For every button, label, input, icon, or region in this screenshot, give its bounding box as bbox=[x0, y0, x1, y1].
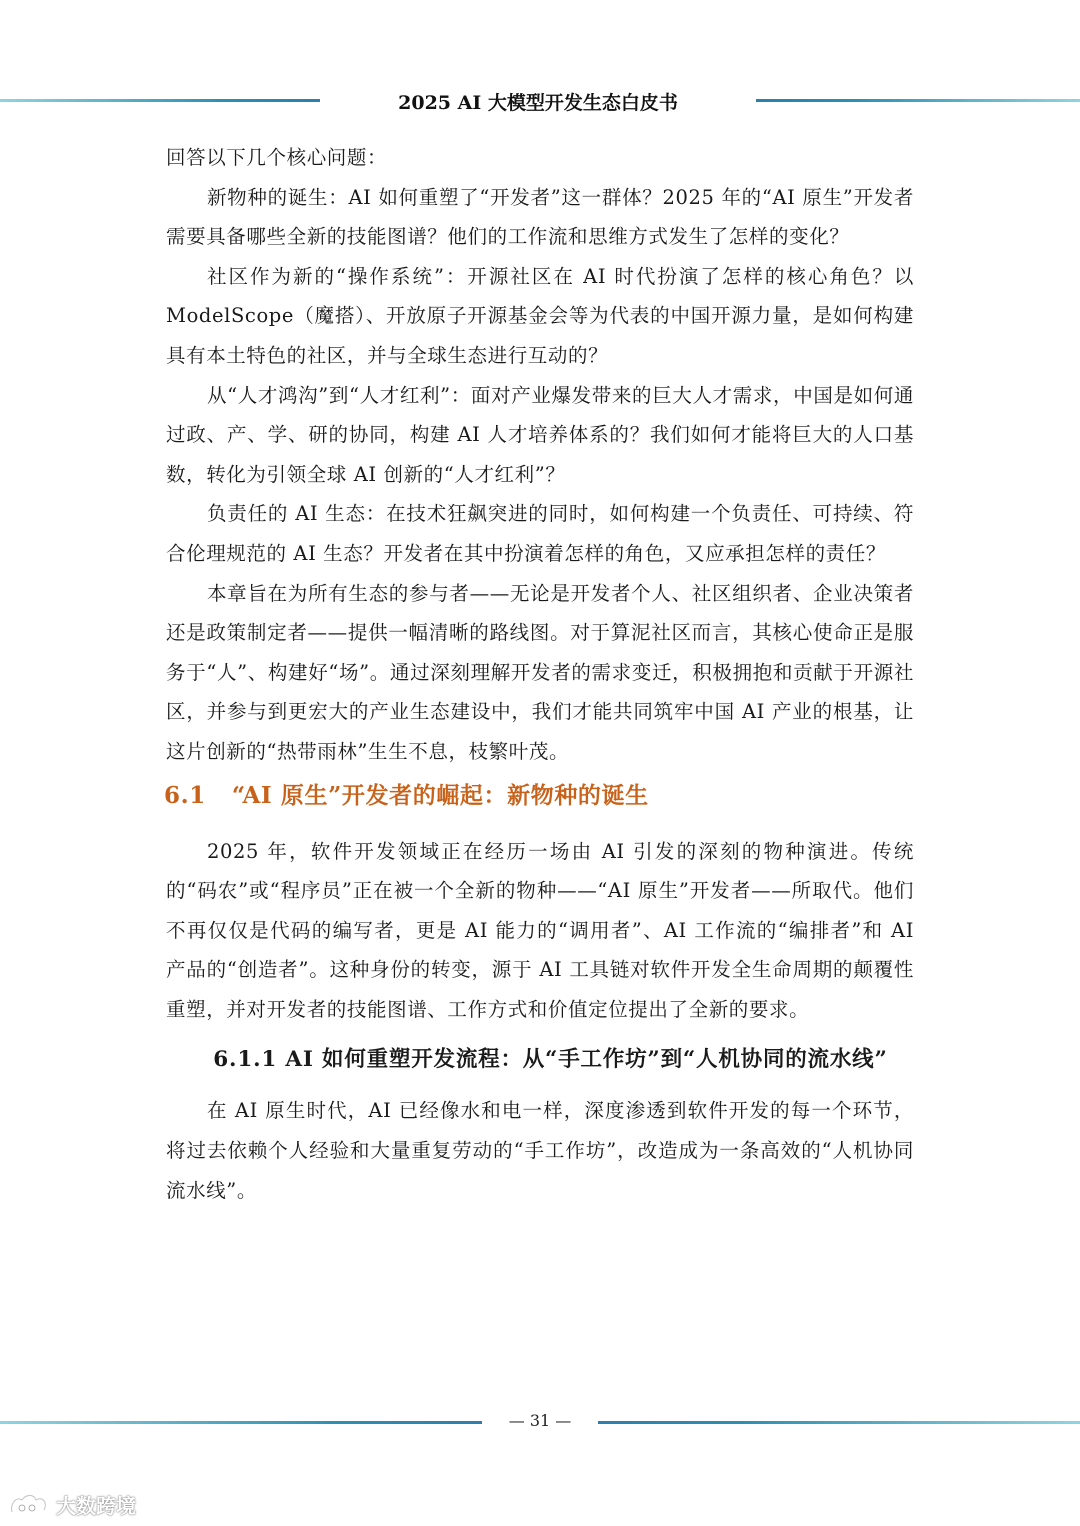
body-paragraph: 从“人才鸿沟”到“人才红利”：面对产业爆发带来的巨大人才需求，中国是如何通过政、产、学、研的协同，构建 AI 人才培养体系的？我们如何才能将巨大的人口基数，转化为引领全球 AI 创新的“人才红利”？ bbox=[166, 383, 914, 486]
body-paragraph: 负责任的 AI 生态：在技术狂飙突进的同时，如何构建一个负责任、可持续、符合伦理规范的 AI 生态？开发者在其中扮演着怎样的角色，又应承担怎样的责任？ bbox=[166, 502, 914, 565]
body-paragraph: 新物种的诞生：AI 如何重塑了“开发者”这一群体？2025 年的“AI 原生”开发者需要具备哪些全新的技能图谱？他们的工作流和思维方式发生了怎样的变化？ bbox=[166, 185, 914, 249]
watermark-logo-icon bbox=[8, 1492, 50, 1518]
body-paragraph: 回答以下几个核心问题： bbox=[166, 146, 388, 169]
section-number: 6.1 bbox=[164, 781, 206, 809]
body-paragraph: 2025 年，软件开发领域正在经历一场由 AI 引发的深刻的物种演进。传统的“码农”或“程序员”正在被一个全新的物种——“AI 原生”开发者——所取代。他们不再仅仅是代码的编写者，更是 AI 能力的“调用者”、AI 工作流的“编排者”和 AI 产品的“创造者”。这种身份的转变，源于 AI 工具链对软件开发全生命周期的颠覆性重塑，并对开发者的技能图谱、工作方式和价值定位提出了全新的要求。 bbox=[166, 839, 914, 1021]
body-paragraph: 在 AI 原生时代，AI 已经像水和电一样，深度渗透到软件开发的每一个环节，将过去依赖个人经验和大量重复劳动的“手工作坊”，改造成为一条高效的“人机协同流水线”。 bbox=[166, 1099, 914, 1202]
body-paragraph: 社区作为新的“操作系统”：开源社区在 AI 时代扮演了怎样的核心角色？以 ModelScope（魔搭）、开放原子开源基金会等为代表的中国开源力量，是如何构建具有本土特色的社区，并与全球生态进行互动的？ bbox=[166, 264, 914, 367]
subsection-heading: 6.1.1 AI 如何重塑开发流程：从“手工作坊”到“人机协同的流水线” bbox=[213, 1047, 888, 1073]
page-number: — 31 — bbox=[508, 1411, 572, 1430]
footer-rule-right bbox=[598, 1421, 1080, 1424]
watermark bbox=[8, 1490, 136, 1519]
section-title-text: “AI 原生”开发者的崛起：新物种的诞生 bbox=[231, 781, 649, 809]
header-rule-right bbox=[756, 99, 1080, 102]
section-heading bbox=[164, 772, 914, 820]
footer-rule-left bbox=[0, 1421, 482, 1424]
watermark-text: 大数跨境 bbox=[56, 1494, 136, 1518]
body-paragraph: 本章旨在为所有生态的参与者——无论是开发者个人、社区组织者、企业决策者还是政策制定者——提供一幅清晰的路线图。对于算泥社区而言，其核心使命正是服务于“人”、构建好“场”。通过深刻理解开发者的需求变迁，积极拥抱和贡献于开源社区，并参与到更宏大的产业生态建设中，我们才能共同筑牢中国 AI 产业的根基，让这片创新的“热带雨林”生生不息，枝繁叶茂。 bbox=[166, 581, 914, 763]
page-header-title: 2025 AI 大模型开发生态白皮书 bbox=[398, 92, 678, 114]
page-body bbox=[166, 138, 914, 1210]
header-rule-left bbox=[0, 99, 320, 102]
